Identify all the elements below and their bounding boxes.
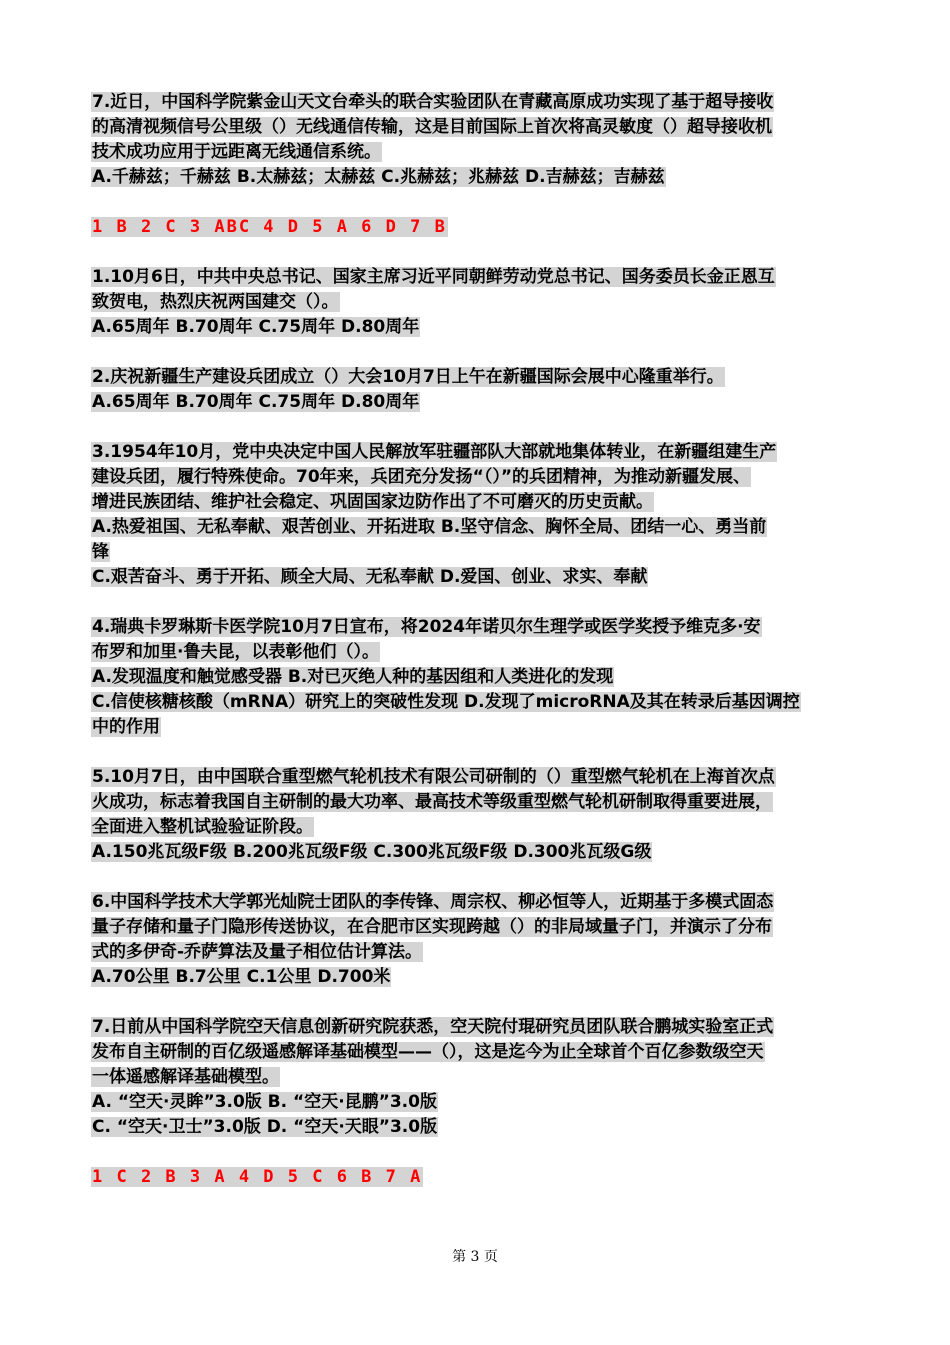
question-text: 5.10月7日，由中国联合重型燃气轮机技术有限公司研制的（）重型燃气轮机在上海首次点: [92, 767, 775, 787]
question-block: [91, 1015, 863, 1140]
document-body: [91, 90, 863, 1190]
question-options: 中的作用: [92, 717, 160, 737]
answer-text: 1 C 2 B 3 A 4 D 5 C 6 B 7 A: [92, 1167, 423, 1187]
answer-text: 1 B 2 C 3 ABC 4 D 5 A 6 D 7 B: [92, 217, 447, 237]
question-text: 建设兵团，履行特殊使命。70年来，兵团充分发扬“（）”的兵团精神，为推动新疆发展、: [92, 467, 751, 487]
question-options: A.150兆瓦级F级 B.200兆瓦级F级 C.300兆瓦级F级 D.300兆瓦级G级: [92, 842, 652, 862]
question-options: A.65周年 B.70周年 C.75周年 D.80周年: [92, 317, 420, 337]
question-text: 7.近日，中国科学院紫金山天文台牵头的联合实验团队在青藏高原成功实现了基于超导接收: [92, 92, 774, 112]
question-text: 量子存储和量子门隐形传送协议，在合肥市区实现跨越（）的非局域量子门，并演示了分布: [92, 917, 772, 937]
question-block: [91, 615, 863, 740]
question-options: A.热爱祖国、无私奉献、艰苦创业、开拓进取 B.坚守信念、胸怀全局、团结一心、勇当前: [92, 517, 767, 537]
question-block: [91, 440, 863, 590]
question-text: 增进民族团结、维护社会稳定、巩固国家边防作出了不可磨灭的历史贡献。: [92, 492, 653, 512]
question-text: 技术成功应用于远距离无线通信系统。: [92, 142, 381, 162]
question-options: C.信使核糖核酸（mRNA）研究上的突破性发现 D.发现了microRNA及其在转录后基因调控: [92, 692, 800, 712]
question-block: [91, 765, 863, 865]
question-text: 6.中国科学技术大学郭光灿院士团队的李传锋、周宗权、柳必恒等人，近期基于多模式固态: [92, 892, 774, 912]
answer-key: [91, 215, 863, 240]
question-options: 锋: [92, 542, 109, 562]
question-block: [91, 265, 863, 340]
question-text: 的高清视频信号公里级（）无线通信传输，这是目前国际上首次将高灵敏度（）超导接收机: [92, 117, 772, 137]
question-options: A.65周年 B.70周年 C.75周年 D.80周年: [92, 392, 420, 412]
question-options: A.千赫兹；千赫兹 B.太赫兹；太赫兹 C.兆赫兹；兆赫兹 D.吉赫兹；吉赫兹: [92, 167, 665, 187]
question-block: [91, 90, 863, 190]
question-text: 4.瑞典卡罗琳斯卡医学院10月7日宣布，将2024年诺贝尔生理学或医学奖授予维克多·安: [92, 617, 761, 637]
question-text: 7.日前从中国科学院空天信息创新研究院获悉，空天院付琨研究员团队联合鹏城实验室正式: [92, 1017, 774, 1037]
question-options: C.艰苦奋斗、勇于开拓、顾全大局、无私奉献 D.爱国、创业、求实、奉献: [92, 567, 648, 587]
question-text: 火成功，标志着我国自主研制的最大功率、最高技术等级重型燃气轮机研制取得重要进展，: [92, 792, 772, 812]
question-text: 全面进入整机试验验证阶段。: [92, 817, 313, 837]
question-options: A.70公里 B.7公里 C.1公里 D.700米: [92, 967, 391, 987]
page-number: 第 3 页: [452, 1249, 498, 1265]
question-text: 式的多伊奇-乔萨算法及量子相位估计算法。: [92, 942, 423, 962]
question-options: A. “空天·灵眸”3.0版 B. “空天·昆鹏”3.0版: [92, 1092, 437, 1112]
question-text: 1.10月6日，中共中央总书记、国家主席习近平同朝鲜劳动党总书记、国务委员长金正恩互: [92, 267, 775, 287]
question-text: 2.庆祝新疆生产建设兵团成立（）大会10月7日上午在新疆国际会展中心隆重举行。: [92, 367, 724, 387]
question-block: [91, 365, 863, 415]
question-options: C. “空天·卫士”3.0版 D. “空天·天眼”3.0版: [92, 1117, 438, 1137]
question-text: 布罗和加里·鲁夫昆，以表彰他们（）。: [92, 642, 379, 662]
question-text: 发布自主研制的百亿级遥感解译基础模型——（），这是迄今为止全球首个百亿参数级空天: [92, 1042, 764, 1062]
question-block: [91, 890, 863, 990]
question-text: 致贺电，热烈庆祝两国建交（）。: [92, 292, 339, 312]
question-options: A.发现温度和触觉感受器 B.对已灭绝人种的基因组和人类进化的发现: [92, 667, 614, 687]
question-text: 3.1954年10月，党中央决定中国人民解放军驻疆部队大部就地集体转业，在新疆组建生产: [92, 442, 777, 462]
answer-key: [91, 1165, 863, 1190]
question-text: 一体遥感解译基础模型。: [92, 1067, 279, 1087]
